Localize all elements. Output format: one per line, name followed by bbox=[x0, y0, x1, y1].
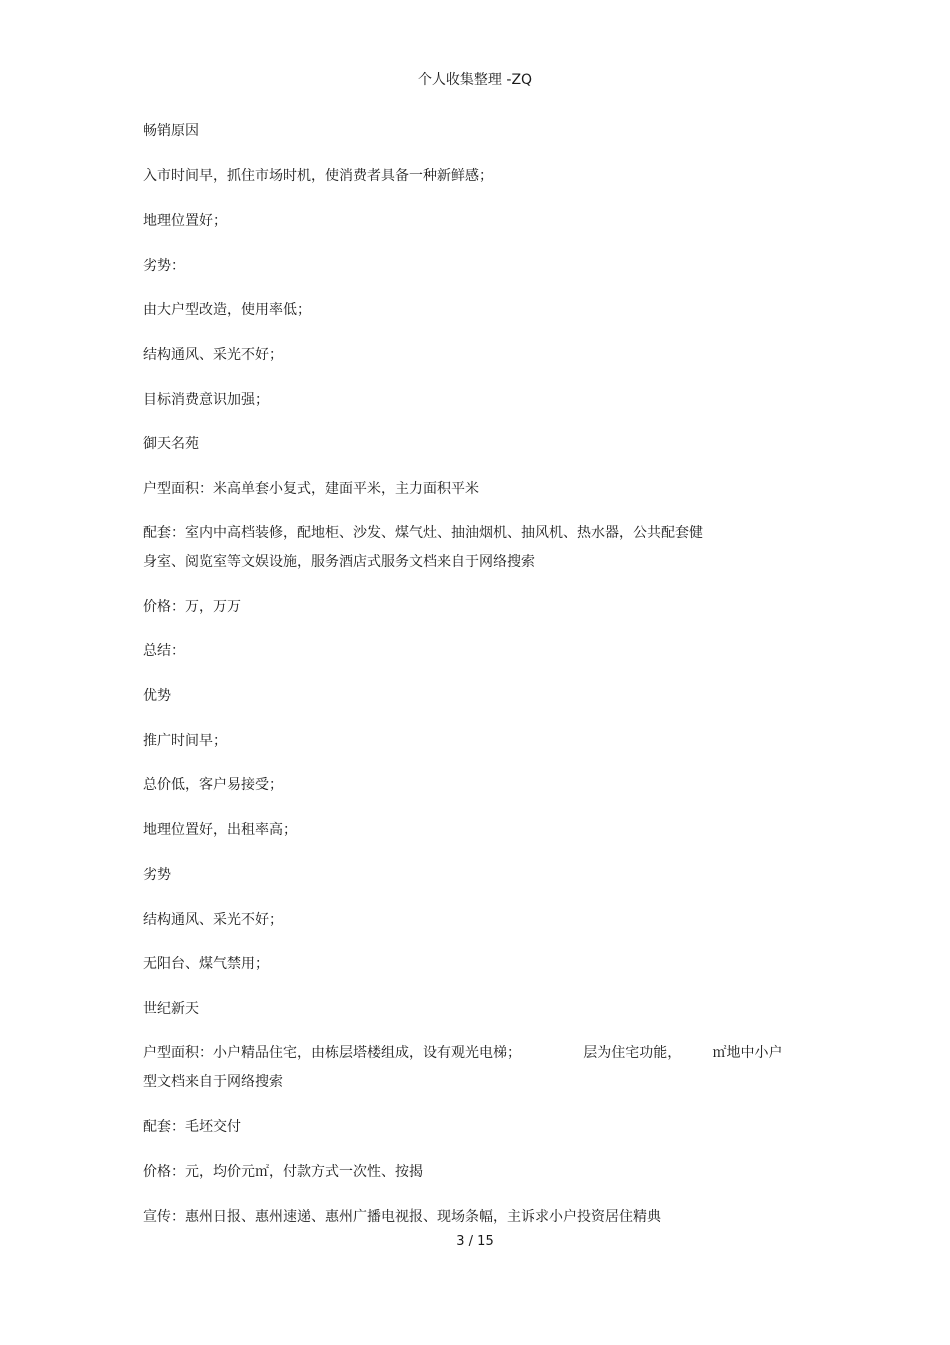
page-header: 个人收集整理 -ZQ bbox=[417, 72, 533, 88]
text-line: 结构通风、采光不好； bbox=[143, 347, 283, 363]
text-line: 型文档来自于网络搜索 bbox=[143, 1074, 283, 1090]
section-heading: 御天名苑 bbox=[143, 436, 199, 452]
text-line: 身室、阅览室等文娱设施，服务酒店式服务文档来自于网络搜索 bbox=[143, 554, 535, 570]
text-line: 配套：室内中高档装修，配地柜、沙发、煤气灶、抽油烟机、抽风机、热水器，公共配套健 bbox=[143, 525, 703, 541]
text-line: 地理位置好； bbox=[143, 213, 227, 229]
text-line: 价格：万，万万 bbox=[143, 599, 241, 615]
text-line: 劣势： bbox=[143, 258, 185, 274]
text-line: 推广时间早； bbox=[143, 733, 227, 749]
text-line: 优势 bbox=[143, 688, 171, 704]
text-line: 总价低，客户易接受； bbox=[143, 777, 283, 793]
text-line: 总结： bbox=[143, 643, 185, 659]
text-line: 无阳台、煤气禁用； bbox=[143, 956, 269, 972]
text-line: 宣传：惠州日报、惠州速递、惠州广播电视报、现场条幅，主诉求小户投资居住精典 bbox=[143, 1209, 661, 1225]
text-line: 地理位置好，出租率高； bbox=[143, 822, 297, 838]
text-line: 户型面积：小户精品住宅，由栋层塔楼组成，设有观光电梯； 层为住宅功能， ㎡地中小户 bbox=[143, 1045, 783, 1061]
section-heading: 世纪新天 bbox=[143, 1001, 199, 1017]
text-line: 由大户型改造，使用率低； bbox=[143, 302, 311, 318]
text-line: 目标消费意识加强； bbox=[143, 392, 269, 408]
text-line: 入市时间早，抓住市场时机，使消费者具备一种新鲜感； bbox=[143, 168, 493, 184]
text-line: 价格：元，均价元㎡，付款方式一次性、按揭 bbox=[143, 1164, 423, 1180]
text-line: 配套：毛坯交付 bbox=[143, 1119, 241, 1135]
page-number: 3 / 15 bbox=[456, 1234, 494, 1249]
text-line: 结构通风、采光不好； bbox=[143, 912, 283, 928]
text-line: 劣势 bbox=[143, 867, 171, 883]
text-line: 畅销原因 bbox=[143, 123, 199, 139]
text-line: 户型面积：米高单套小复式，建面平米，主力面积平米 bbox=[143, 481, 479, 497]
